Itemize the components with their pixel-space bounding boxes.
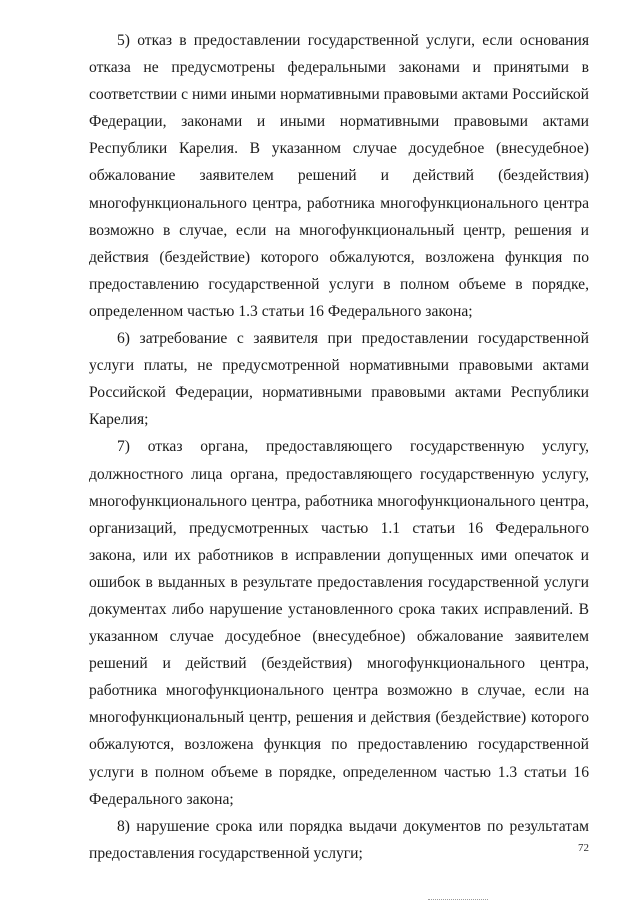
document-body (89, 27, 589, 867)
paragraph-item-5: 5) отказ в предоставлении государственной услуги, если основания отказа не предусмотрены федеральными законами и принятыми в соответствии с ними иными нормативными правовыми актами Российской Федерации, законами и иными нормативными правовыми актами Республики Карелия. В указанном случае досудебное (внесудебное) обжалование заявителем решений и действий (бездействия) многофункционального центра, работника многофункционального центра возможно в случае, если на многофункциональный центр, решения и действия (бездействие) которого обжалуются, возложена функция по предоставлению государственной услуги в полном объеме в порядке, определенном частью 1.3 статьи 16 Федерального закона; (89, 32, 589, 320)
page-number: 72 (578, 842, 589, 854)
paragraph-item-6: 6) затребование с заявителя при предоставлении государственной услуги платы, не предусмотренной нормативными правовыми актами Российской Федерации, нормативными правовыми актами Республики Карелия; (89, 330, 589, 429)
paragraph-item-8: 8) нарушение срока или порядка выдачи документов по результатам предоставления государственной услуги; (89, 817, 589, 862)
scan-artifact (428, 899, 488, 900)
paragraph-item-7: 7) отказ органа, предоставляющего государственную услугу, должностного лица органа, предоставляющего государственную услугу, многофункционального центра, работника многофункционального центра, организаций, предусмотренных частью 1.1 статьи 16 Федерального закона, или их работников в исправлении допущенных ими опечаток и ошибок в выданных в результате предоставления государственной услуги документах либо нарушение установленного срока таких исправлений. В указанном случае досудебное (внесудебное) обжалование заявителем решений и действий (бездействия) многофункционального центра, работника многофункционального центра возможно в случае, если на многофункциональный центр, решения и действия (бездействие) которого обжалуются, возложена функция по предоставлению государственной услуги в полном объеме в порядке, определенном частью 1.3 статьи 16 Федерального закона; (89, 438, 589, 808)
